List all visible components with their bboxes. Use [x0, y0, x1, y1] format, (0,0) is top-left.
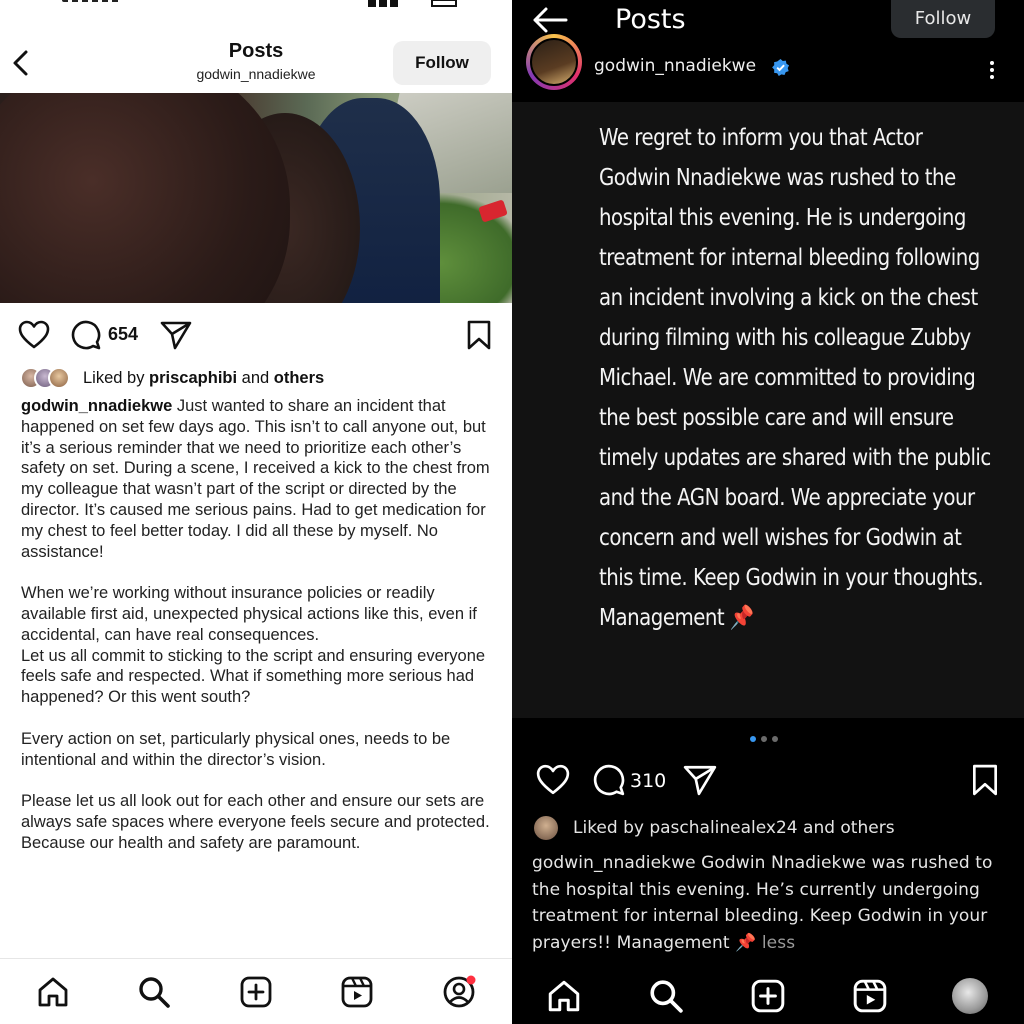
caption-text: Godwin Nnadiekwe was rushed to the hospital this evening. He’s currently undergoing treatment for internal bleeding. Keep Godwin in your prayers!! Management 📌: [532, 853, 993, 953]
status-time: [62, 0, 122, 2]
caption-username[interactable]: godwin_nnadiekwe: [532, 853, 696, 873]
likes-text: Liked by paschalinealex24 and others: [573, 818, 895, 838]
post-caption: [532, 850, 1012, 956]
comment-count: 654: [108, 324, 139, 344]
reels-icon[interactable]: [340, 975, 374, 1009]
home-icon[interactable]: [36, 975, 70, 1009]
post-actions: [0, 316, 512, 356]
search-icon[interactable]: [648, 978, 684, 1014]
likes-summary[interactable]: [20, 367, 500, 391]
status-icons: [368, 0, 468, 2]
right-screen: [512, 0, 1024, 1024]
profile-icon[interactable]: [442, 975, 476, 1009]
back-arrow-icon[interactable]: [532, 6, 568, 34]
follow-button[interactable]: Follow: [891, 0, 995, 38]
verified-badge-icon: [771, 58, 790, 77]
page-subtitle-username[interactable]: godwin_nnadiekwe: [196, 66, 316, 82]
heart-icon[interactable]: [536, 764, 570, 796]
slide-text: We regret to inform you that Actor Godwin Nnadiekwe was rushed to the hospital this evening. He is undergoing treatment for internal bleeding following an incident involving a kick on the chest during filming with his colleague Zubby Michael. We are committed to providing the best possible care and will ensure timely updates are shared with the public and the AGN board. We appreciate your concern and well wishes for Godwin at this time. Keep Godwin in your thoughts. Management 📌: [599, 125, 991, 631]
carousel-dot: [772, 736, 778, 742]
reels-icon[interactable]: [852, 978, 888, 1014]
comment-count: 310: [630, 770, 667, 792]
likes-summary[interactable]: [534, 816, 1014, 842]
comment-icon[interactable]: [71, 320, 101, 350]
post-username[interactable]: godwin_nnadiekwe: [594, 56, 757, 76]
post-image-slide[interactable]: [512, 102, 1024, 718]
caption-paragraph: When we’re working without insurance policies or readily available first aid, unexpected physical actions like this, even if accidental, can have real consequences.: [21, 584, 477, 644]
caption-text: Just wanted to share an incident that happened on set few days ago. This isn’t to call anyone out, but it’s a serious reminder that we need to prioritize each other’s safety on set. During a scene, I received a kick to the chest from my colleague that wasn’t part of the script or directed by the director. It’s caused me serious pains. Had to get medication for my chest to feel better today. I did all these by myself. No assistance!: [21, 397, 490, 561]
bottom-nav: [512, 962, 1024, 1024]
caption-paragraph: Please let us all look out for each other and ensure our sets are always safe spaces where everyone feels secure and protected. Because our health and safety are paramount.: [21, 792, 490, 852]
more-options-icon[interactable]: [984, 58, 1000, 82]
create-post-icon[interactable]: [750, 978, 786, 1014]
post-header: [512, 50, 1024, 102]
profile-avatar[interactable]: [952, 978, 988, 1014]
page-title: Posts: [615, 4, 686, 35]
carousel-dot: [761, 736, 767, 742]
caption-paragraph: Let us all commit to sticking to the script and ensuring everyone feels safe and respected. What if something more serious had happened? Or this went south?: [21, 646, 486, 707]
liker-avatars: [20, 367, 80, 389]
caption-username[interactable]: godwin_nnadiekwe: [21, 397, 173, 415]
avatar[interactable]: [526, 34, 582, 90]
video-hair: [0, 93, 290, 303]
heart-icon[interactable]: [18, 320, 50, 350]
likes-text: Liked by priscaphibi and others: [83, 369, 325, 387]
carousel-indicator: [750, 736, 790, 744]
avatar: [48, 367, 70, 389]
search-icon[interactable]: [137, 975, 171, 1009]
post-video[interactable]: [0, 93, 512, 303]
carousel-dot-active: [750, 736, 756, 742]
bookmark-icon[interactable]: [466, 320, 492, 350]
less-link[interactable]: less: [761, 932, 796, 953]
avatar: [534, 816, 558, 840]
bottom-nav: [0, 958, 512, 1024]
post-actions: [512, 760, 1024, 800]
page-title: Posts: [228, 40, 284, 62]
caption-paragraph: Every action on set, particularly physical ones, needs to be intentional and within the director’s vision.: [21, 729, 451, 769]
share-icon[interactable]: [160, 320, 192, 350]
share-icon[interactable]: [683, 764, 717, 796]
top-bar: [512, 0, 1024, 50]
notification-dot: [467, 976, 476, 985]
post-caption: [21, 396, 491, 874]
home-icon[interactable]: [546, 978, 582, 1014]
bookmark-icon[interactable]: [971, 764, 999, 796]
comment-icon[interactable]: [593, 764, 625, 796]
follow-button[interactable]: Follow: [393, 41, 491, 85]
status-bar: [0, 0, 512, 8]
create-post-icon[interactable]: [239, 975, 273, 1009]
